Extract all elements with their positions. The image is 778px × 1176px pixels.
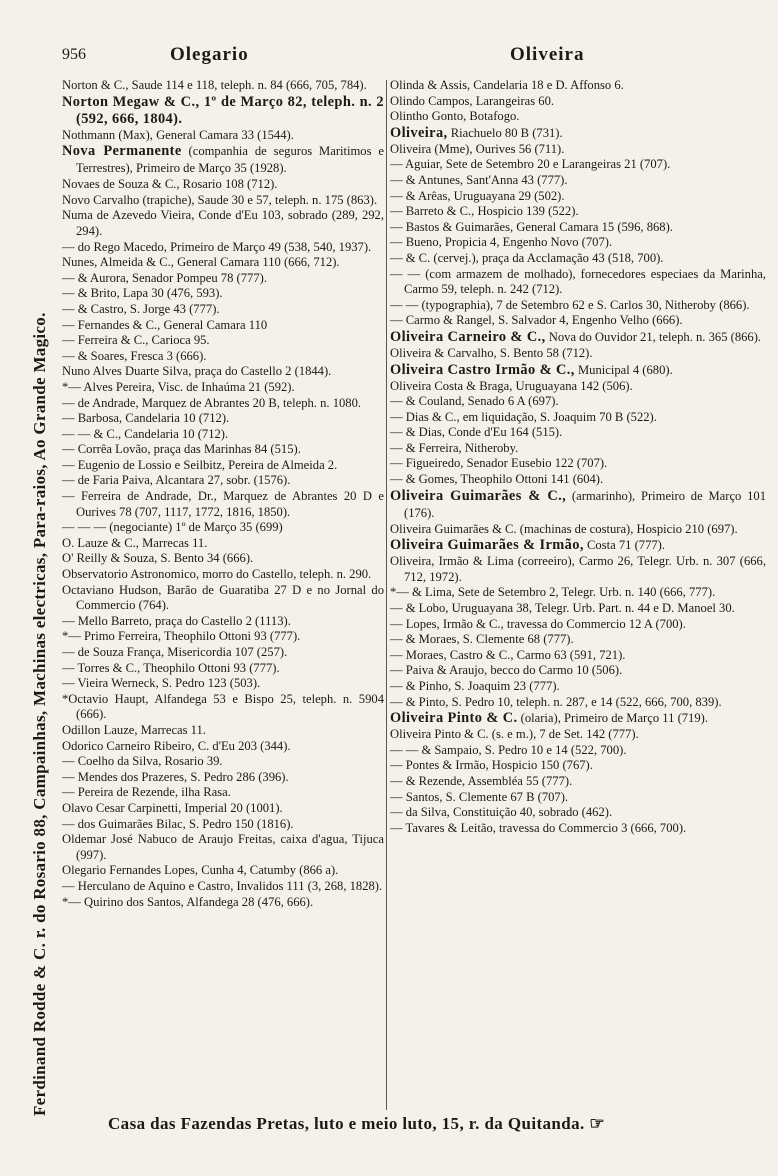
directory-entry: — Dias & C., em liquidação, S. Joaquim 70 B (522). (390, 409, 657, 424)
footer-text: Casa das Fazendas Pretas, luto e meio luto, 15, r. da Quitanda. (108, 1114, 585, 1133)
directory-entry: — & Pinho, S. Joaquim 23 (777). (390, 679, 560, 693)
sidebar-advertisement: Ferdinand Rodde & C. r. do Rosario 88, Campainhas, Machinas electricas, Para-raios, Ao Grande Magico. (30, 312, 49, 1116)
directory-entry: — de Faria Paiva, Alcantara 27, sobr. (1576). (62, 473, 291, 488)
entry-name: Oliveira Pinto & C. (390, 710, 518, 727)
directory-entry: — Carmo & Rangel, S. Salvador 4, Engenho Velho (666). (390, 313, 683, 328)
directory-entry: Odorico Carneiro Ribeiro, C. d'Eu 203 (344). (62, 738, 291, 753)
entry-details: (companhia de seguros Maritimos e Terrestres), Primeiro de Março 35 (1928). (76, 144, 384, 176)
page-header (62, 44, 767, 66)
directory-entry: *— Quirino dos Santos, Alfandega 28 (476, 666). (62, 894, 314, 909)
directory-entry: O' Reilly & Souza, S. Bento 34 (666). (62, 551, 254, 566)
directory-entry: *Octavio Haupt, Alfandega 53 e Bispo 25, teleph. n. 5904 (666). (62, 691, 384, 722)
directory-entry (390, 488, 766, 522)
directory-entry: — & Castro, S. Jorge 43 (777). (62, 301, 220, 316)
directory-entry: — & C. (cervej.), praça da Acclamação 43 (518, 700). (390, 250, 664, 265)
entry-name: Oliveira Guimarães & Irmão, (390, 537, 584, 554)
directory-entry: — Vieira Werneck, S. Pedro 123 (503). (62, 676, 261, 691)
directory-entry: — Ferreira de Andrade, Dr., Marquez de Abrantes 20 D e Ourives 78 (707, 1117, 1772, 1816, 1850). (62, 489, 384, 519)
directory-entry: O. Lauze & C., Marrecas 11. (62, 535, 208, 550)
directory-entry: — & Lobo, Uruguayana 38, Telegr. Urb. Part. n. 44 e D. Manoel 30. (390, 601, 735, 616)
directory-entry: — — (typographia), 7 de Setembro 62 e S. Carlos 30, Nitheroby (866). (390, 297, 750, 312)
entry-name: Oliveira Carneiro & C., (390, 328, 546, 345)
directory-entry: — Pontes & Irmão, Hospicio 150 (767). (390, 758, 593, 773)
directory-entry: — & Dias, Conde d'Eu 164 (515). (390, 425, 563, 440)
directory-entry: — Bastos & Guimarães, General Camara 15 (596, 868). (390, 219, 673, 234)
directory-entry: — Mello Barreto, praça do Castello 2 (1113). (62, 613, 291, 628)
directory-entry: — Bueno, Propicia 4, Engenho Novo (707). (390, 235, 613, 250)
directory-entry: — & Rezende, Assembléa 55 (777). (390, 773, 573, 788)
left-running-title: Olegario (170, 44, 249, 65)
directory-entry (390, 710, 766, 727)
directory-entry (390, 537, 766, 554)
directory-entry: — & Moraes, S. Clemente 68 (777). (390, 632, 574, 647)
directory-entry: — & Aurora, Senador Pompeu 78 (777). (62, 270, 267, 285)
directory-entry: Oliveira (Mme), Ourives 56 (711). (390, 141, 565, 156)
directory-entry: — Herculano de Aquino e Castro, Invalidos 111 (3, 268, 1828). (62, 878, 383, 893)
directory-entry: — Santos, S. Clemente 67 B (707). (390, 789, 569, 804)
directory-entry: — & Arêas, Uruguayana 29 (502). (390, 188, 565, 203)
directory-entry: Numa de Azevedo Vieira, Conde d'Eu 103, sobrado (289, 292, 294). (62, 208, 384, 238)
directory-entry: Olavo Cesar Carpinetti, Imperial 20 (1001). (62, 800, 283, 815)
directory-entry: — — — (negociante) 1º de Março 35 (699) (62, 520, 283, 535)
directory-entry (390, 329, 766, 346)
directory-entry: Oliveira & Carvalho, S. Bento 58 (712). (390, 345, 593, 360)
directory-entry (390, 362, 766, 379)
directory-entry (390, 125, 766, 142)
directory-entry: — Fernandes & C., General Camara 110 (62, 317, 268, 332)
directory-entry: — Torres & C., Theophilo Ottoni 93 (777). (62, 660, 280, 675)
directory-entry: Oliveira, Irmão & Lima (correeiro), Carmo 26, Telegr. Urb. n. 307 (666, 712, 1972). (390, 554, 766, 584)
directory-entry: — Figueiredo, Senador Eusebio 122 (707). (390, 456, 608, 471)
directory-entry: Norton & C., Saude 114 e 118, teleph. n. 84 (666, 705, 784). (62, 78, 367, 92)
entry-name: Nova Permanente (62, 143, 182, 160)
entry-name: Oliveira Castro Irmão & C., (390, 361, 575, 378)
directory-entry: — de Souza França, Misericordia 107 (257). (62, 645, 288, 659)
directory-entry: *— & Lima, Sete de Setembro 2, Telegr. Urb. n. 140 (666, 777). (390, 585, 716, 600)
directory-entry: Oliveira Guimarães & C. (machinas de costura), Hospicio 210 (697). (390, 521, 738, 536)
directory-entry: — & Soares, Fresca 3 (666). (62, 348, 207, 363)
directory-entry: — de Andrade, Marquez de Abrantes 20 B, teleph. n. 1080. (62, 395, 362, 410)
entry-details: Nova do Ouvidor 21, teleph. n. 365 (866). (545, 329, 762, 344)
directory-entry: — — & C., Candelaria 10 (712). (62, 426, 229, 441)
entry-details: (olaria), Primeiro de Março 11 (719). (517, 711, 708, 726)
directory-entry: — & Couland, Senado 6 A (697). (390, 394, 559, 409)
directory-entry: — — & Sampaio, S. Pedro 10 e 14 (522, 700). (390, 742, 627, 757)
directory-entry: — — (com armazem de molhado), fornecedores especiaes da Marinha, Carmo 59, teleph. n. 242 (712). (390, 266, 766, 297)
directory-entry: Norton Megaw & C., 1º de Março 82, teleph. n. 2 (592, 666, 1804). (62, 93, 384, 127)
directory-entry: Nuno Alves Duarte Silva, praça do Castello 2 (1844). (62, 364, 332, 379)
directory-entry: *— Primo Ferreira, Theophilo Ottoni 93 (777). (62, 629, 301, 644)
directory-entry: — Aguiar, Sete de Setembro 20 e Larangeiras 21 (707). (390, 157, 671, 172)
directory-entry: — & Gomes, Theophilo Ottoni 141 (604). (390, 472, 604, 487)
right-running-title: Oliveira (510, 44, 585, 65)
footer-advertisement (108, 1114, 748, 1134)
entry-name: Oliveira Guimarães & C., (390, 487, 567, 504)
directory-entry: — Coelho da Silva, Rosario 39. (62, 754, 223, 769)
directory-entry: Olinda & Assis, Candelaria 18 e D. Affonso 6. (390, 78, 624, 92)
directory-entry: Oliveira Costa & Braga, Uruguayana 142 (506). (390, 378, 633, 393)
directory-entry: — Tavares & Leitão, travessa do Commercio 3 (666, 700). (390, 820, 687, 835)
directory-entry: — Corrêa Lovão, praça das Marinhas 84 (515). (62, 442, 301, 457)
entry-details: Municipal 4 (680). (574, 362, 673, 377)
directory-entry (62, 143, 384, 177)
directory-entry: Octaviano Hudson, Barão de Guaratiba 27 D e no Jornal do Commercio (764). (62, 582, 384, 613)
directory-entry: Oldemar José Nabuco de Araujo Freitas, caixa d'agua, Tijuca (997). (62, 832, 384, 862)
directory-entry: Observatorio Astronomico, morro do Castello, teleph. n. 290. (62, 567, 372, 582)
directory-entry: — dos Guimarães Bilac, S. Pedro 150 (1816). (62, 816, 294, 831)
directory-entry: — & Pinto, S. Pedro 10, teleph. n. 287, e 14 (522, 666, 700, 839). (390, 694, 722, 709)
directory-entry: Odillon Lauze, Marrecas 11. (62, 722, 206, 737)
directory-entry: Olindo Campos, Larangeiras 60. (390, 93, 555, 108)
entry-details: (armarinho), Primeiro de Março 101 (176). (404, 488, 766, 520)
directory-entry: — Moraes, Castro & C., Carmo 63 (591, 721). (390, 647, 626, 662)
directory-entry: — & Brito, Lapa 30 (476, 593). (62, 286, 223, 301)
directory-entry: Nothmann (Max), General Camara 33 (1544). (62, 127, 294, 142)
directory-entry: *— Alves Pereira, Visc. de Inhaúma 21 (592). (62, 379, 295, 394)
directory-entry: — Barbosa, Candelaria 10 (712). (62, 411, 230, 426)
directory-entry: Nunes, Almeida & C., General Camara 110 (666, 712). (62, 255, 340, 270)
column-divider (386, 80, 387, 1110)
entry-name: Oliveira, (390, 124, 448, 141)
directory-entry: — Mendes dos Prazeres, S. Pedro 286 (396). (62, 769, 289, 784)
directory-entry: — da Silva, Constituição 40, sobrado (462). (390, 805, 613, 820)
directory-entry: — Pereira de Rezende, ilha Rasa. (62, 785, 231, 800)
directory-entry: Olintho Gonto, Botafogo. (390, 109, 520, 124)
left-column (62, 78, 384, 910)
directory-entry: — do Rego Macedo, Primeiro de Março 49 (538, 540, 1937). (62, 239, 372, 254)
directory-entry: — & Antunes, Sant'Anna 43 (777). (390, 172, 568, 187)
directory-entry: — Ferreira & C., Carioca 95. (62, 333, 210, 348)
entry-details: Costa 71 (777). (583, 538, 666, 553)
right-column (390, 78, 766, 836)
pointing-hand-icon: ☞ (589, 1114, 605, 1133)
directory-entry: — Eugenio de Lossio e Seilbitz, Pereira de Almeida 2. (62, 457, 338, 472)
directory-entry: — Paiva & Araujo, becco do Carmo 10 (506). (390, 663, 623, 678)
directory-entry: — Lopes, Irmão & C., travessa do Commercio 12 A (700). (390, 616, 686, 631)
directory-entry: Olegario Fernandes Lopes, Cunha 4, Catumby (866 a). (62, 863, 339, 878)
directory-entry: — & Ferreira, Nitheroby. (390, 440, 519, 455)
directory-entry: — Barreto & C., Hospicio 139 (522). (390, 204, 579, 219)
page-number: 956 (62, 46, 86, 63)
directory-entry: Novo Carvalho (trapiche), Saude 30 e 57, teleph. n. 175 (863). (62, 192, 378, 207)
entry-details: Riachuelo 80 B (731). (447, 125, 563, 140)
directory-entry: Oliveira Pinto & C. (s. e m.), 7 de Set. 142 (777). (390, 727, 639, 742)
directory-entry: Novaes de Souza & C., Rosario 108 (712). (62, 177, 278, 192)
